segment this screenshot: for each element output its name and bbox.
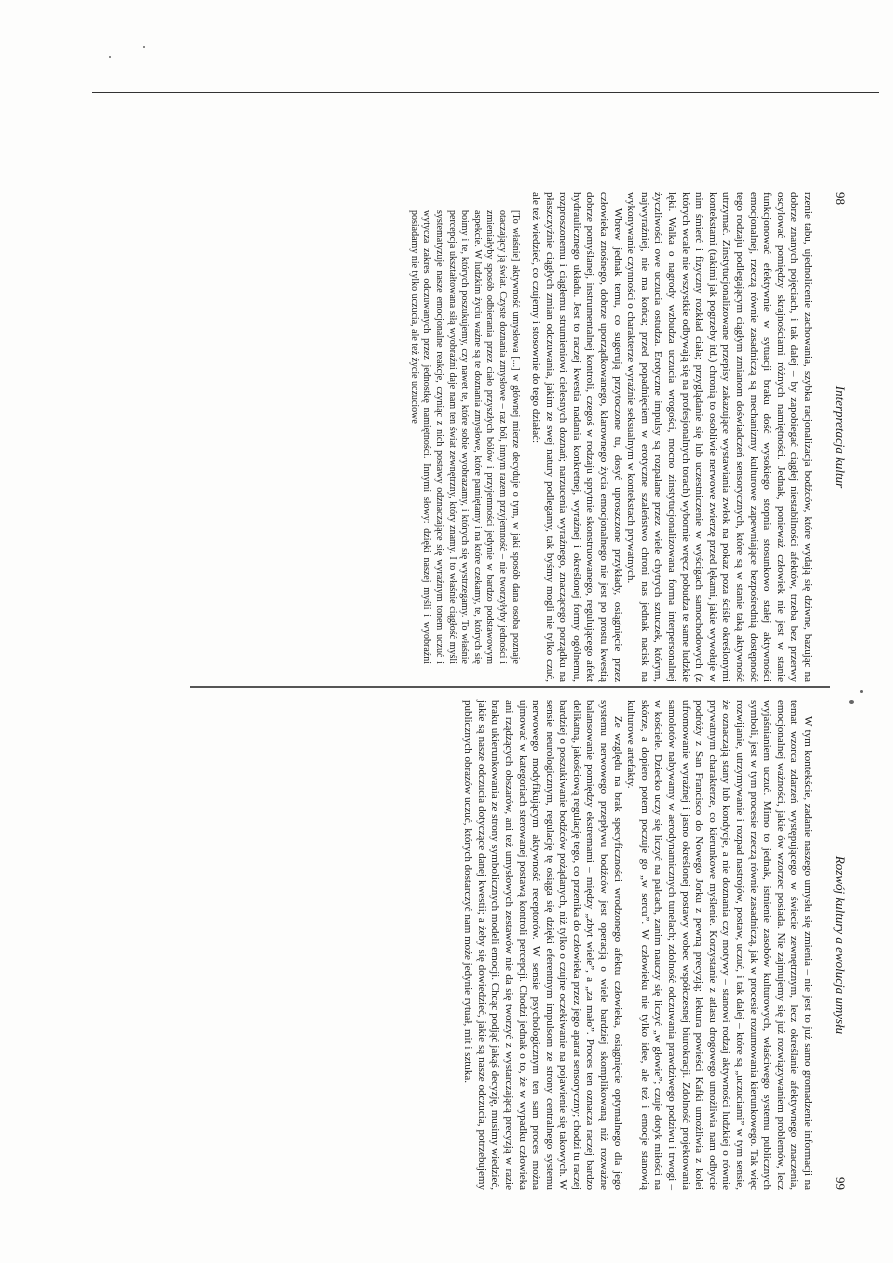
running-head: [826, 192, 848, 682]
paragraph: rzenie tabu, ujednolicenie zachowania, szybka racjonalizacja bodźców, które wydają się dziwne, bazując na dobrze znanych pojęciach, i tak dalej – by zapobiegać ciągłej niestabilności afektów, trzeba bez przerwy oscylować pomiędzy skrajnościami różnych namiętności. Jednak, ponieważ człowiek nie jest w stanie funkcjonować efektywnie w sytuacji braku dość wysokiego stopnia stosunkowo stałej aktywności emocjonalnej, rzeczą równie zasadniczą są mechanizmy kulturowe zapewniające bezpośrednią dostępność tego rodzaju podlegającym ciągłym zmianom doświadczeń sensorycznych, które są w stanie taką aktywność utrzymać. Zinstytucjonalizowane przepisy zakazujące wystawiania zwłok na pokaz poza ściśle określonymi kontekstami (takimi jak pogrzeby itd.) chronią to osobliwie nerwowe zwierzę przed lękami, jakie wywołuje w nim śmierć i fizyczny rozkład ciała; przyglądanie się lub uczestniczenie w wyścigach samochodowych (z których wcale nie wszystkie odbywają się na profesjonalnych torach) wybornie wręcz pobudza te same ludzkie lęki. Walka o nagrody wzbudza uczucia wrogości, mocno zinstytucjonalizowana forma interpersonalnej życzliwości owe uczucia ostudza. Erotyczne impulsy są rozpalane przez wiele chytrych sztuczek, którym, najwyraźniej, nie ma końca; przed popadnięciem w erotyczne szaleństwo chroni nas jednak nacisk na wykonywanie czynności o charakterze wyraźnie seksualnym w kontekstach prywatnych.: [625, 192, 814, 682]
page-number: 99: [833, 1177, 848, 1190]
running-head-title: Rozwój kultury a ewolucja umysłu: [833, 855, 848, 1035]
page-body: [407, 192, 814, 682]
page-body: [461, 700, 814, 1190]
paragraph: Ze względu na brak specyficzności wrodzonego afektu człowieka, osiągnięcie optymalnego dla jego systemu nerwowego przepływu bodźców jest operacją o wiele bardziej skomplikowaną niż rozważne balansowanie pomiędzy ekstremami – między „zbyt wiele”, a „za mało”. Proces ten oznacza raczej bardzo delikatną, jakościową regulację tego, co przenika do człowieka przez jego aparat sensoryczny; chodzi tu raczej bardziej o poszukiwanie bodźców pożądanych, niż tylko o czujne oczekiwanie na pojawienie się takowych. W sensie neurologicznym, regulację tę osiąga się dzięki eferentnym impulsom ze strony centralnego systemu nerwowego modyfikującym aktywność receptorów. W sensie psychologicznym ten sam proces można ujmować w kategoriach sterowanej postawą kontroli percepcji. Chodzi jednak o to, że w wypadku człowieka ani rządzących obszarów, ani też umysłowych zestawów nie da się tworzyć z wystarczającą precyzją w razie braku ukierunkowania ze strony symbolicznych modeli emocji. Chcąc podjąć jakąś decyzję, musimy wiedzieć, jakie są nasze odczucia dotyczące danej kwestii; a żeby się dowiedzieć, jakie są nasze odczucia, potrzebujemy publicznych obrazów uczuć, których dostarczyć nam może jedynie rytuał, mit i sztuka.: [462, 700, 624, 1190]
page-number: 98: [833, 192, 848, 205]
paragraph: Wbrew jednak temu, co sugerują przytoczone tu, dosyć uproszczone przykłady, osiągnięcie przez człowieka znośnego, dobrze uporządkowanego, klarownego życia emocjonalnego nie jest po prostu kwestią dobrze pomyślanej, instrumentalnej kontroli, czegoś w rodzaju sprytnie skonstruowanego, regulującego afekt hydraulicznego układu. Jest to raczej kwestia nadania konkretnej, wyraźnej i określonej formy ogólnemu, rozproszonemu i ciągłemu strumieniowi cielesnych doznań; narzucenia wyraźnego, znaczącego porządku na płaszczyźnie ciągłych zmian odczuwania, jakim ze swej natury podlegamy, tak byśmy mogli nie tylko czuć, ale też wiedzieć, co czujemy i stosownie do tego działać:: [530, 192, 624, 682]
running-head-title: Interpretacja kultur: [833, 385, 848, 489]
block-quote: [To właśnie] aktywność umysłowa [...] w głównej mierze decyduje o tym, w jaki sposób dana osoba poznaje otaczający ją świat. Czyste doznania zmysłowe – raz ból, innym razem przyjemność – nie tworzyłyby jedności i zmieniałyby sposób odbierania przez ciało przyszłych bólów i przyjemności jedynie w bardzo podstawowym aspekcie. W ludzkim życiu ważne są te doznania zmysłowe, które pamiętamy i na które czekamy, te, których się boimy i te, których poszukujemy, czy nawet te, które sobie wyobrazamy, i których się wystrzegamy. To właśnie percepcja ukształtowana siłą wyobraźni daje nam ten świat zewnętrzny, który znamy. I to właśnie ciągłość myśli systematyzuje nasze emocjonalne reakcje, czyniąc z nich postawy odznaczające się wyraźnym tonem uczuć i wytycza zakres odczuwanych przez jednostkę namiętności. Innymi słowy: dzięki naszej myśli i wyobraźni posiadamy nie tylko uczucia, ale też życie uczuciowe: [408, 210, 521, 664]
scan-edge-line: [92, 92, 879, 93]
paragraph: W tym kontekście, zadanie naszego umysłu się zmienia – nie jest to już samo gromadzenie informacji na temat wzorca zdarzeń występującego w świecie zewnętrznym, lecz określanie afektywnego znaczenia, emocjonalnej ważności, jakie ów wzorzec posiada. Nie zajmujemy się już rozwiązywaniem problemów, lecz wyjaśnianiem uczuć. Mimo to jednak, istnienie zasobów kulturowych, właściwego systemu publicznych symboli, jest w tym procesie rzeczą równie zasadniczą, jak w procesie rozumowania kierunkowego. Tak więc rozwijanie, utrzymywanie i rozpad nastrojów, postaw, uczuć, i tak dalej – które są „uczuciami” w tym sensie, że oznaczają stany lub kondycje, a nie doznania czy motywy – stanowi rodzaj aktywności ludzkiej o równie prywatnym charakterze, co kierunkowe myślenie. Korzystanie z atlasu drogowego umożliwia nam odbycie podróży z San Francisco do Nowego Jorku z pewną precyzją; lektura powieści Kafki umożliwia z kolei ufromowanie wyraźnej i jasno określonej postawy wobec współczesnej biurokracji. Zdolność projektowania samolotów nabywamy w aerodynamicznych tunelach; zdolność odczuwania prawdziwego podziwu i trwogi – w kościele. Dziecko uczy się liczyć na palcach, zanim nauczy się liczyć „w głowie”; czuje dotyk miłości na skórze, a dopiero potem poczuje go „w sercu”. W człowieku nie tylko idee, ale też i emocje stanowią kulturowe artefakty.: [625, 700, 814, 1190]
running-head: [826, 700, 848, 1190]
page-gutter-line: [190, 686, 830, 688]
page-98: [158, 192, 848, 682]
page-99: [158, 700, 848, 1190]
